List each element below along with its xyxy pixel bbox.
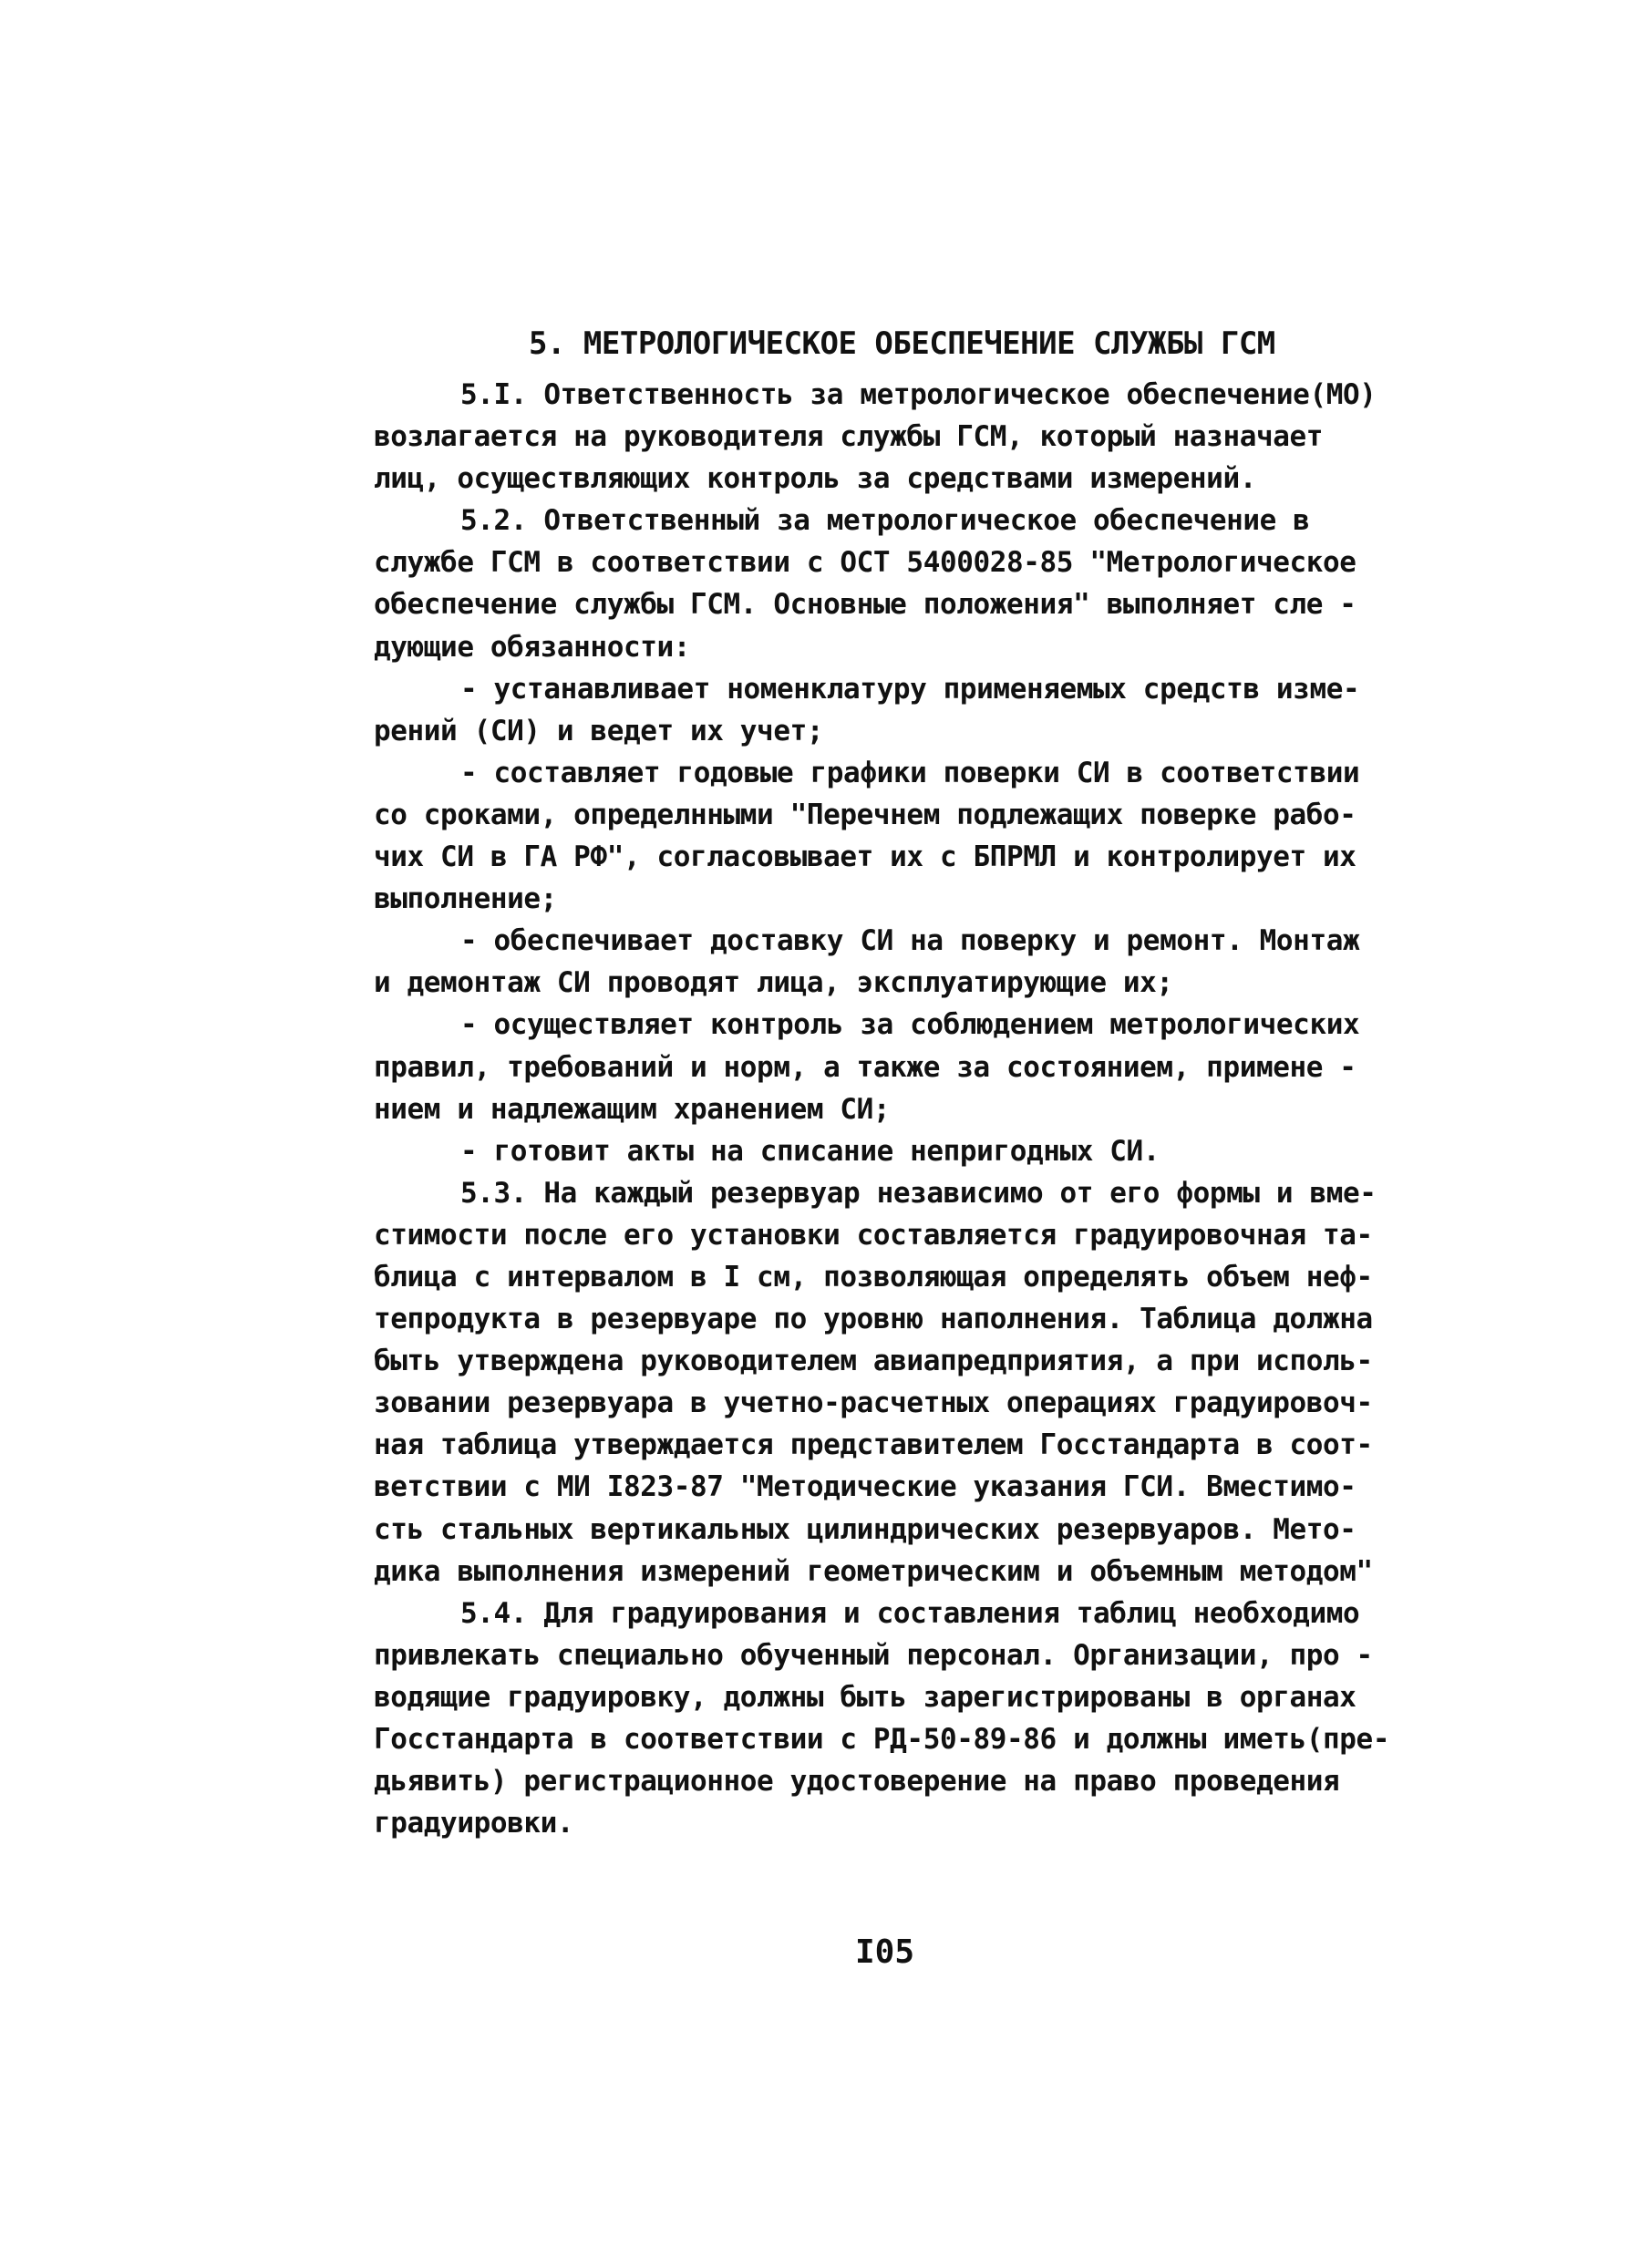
text-line: - готовит акты на списание непригодных СИ.: [460, 1134, 1160, 1168]
text-line: - обеспечивает доставку СИ на поверку и ремонт. Монтаж: [460, 924, 1360, 958]
text-line: быть утверждена руководителем авиапредприятия, а при исполь-: [374, 1345, 1373, 1378]
text-line: и демонтаж СИ проводят лица, эксплуатирующие их;: [374, 966, 1173, 1000]
text-line: обеспечение службы ГСМ. Основные положения" выполняет сле -: [374, 588, 1356, 622]
text-line: ная таблица утверждается представителем Госстандарта в соот-: [374, 1428, 1373, 1462]
text-line: 5.4. Для градуирования и составления таблиц необходимо: [460, 1596, 1360, 1630]
text-line: стимости после его установки составляется градуировочная та-: [374, 1218, 1373, 1252]
text-line: - устанавливает номенклатуру применяемых средств изме-: [460, 672, 1360, 706]
text-line: 5.I. Ответственность за метрологическое обеспечение(МО): [460, 378, 1377, 411]
text-line: градуировки.: [374, 1807, 574, 1840]
text-line: выполнение;: [374, 882, 557, 916]
text-line: нием и надлежащим хранением СИ;: [374, 1092, 891, 1126]
text-line: дьявить) регистрационное удостоверение на право проведения: [374, 1765, 1340, 1799]
text-line: со сроками, определнными "Перечнем подлежащих поверке рабо-: [374, 798, 1356, 831]
text-line: 5.3. На каждый резервуар независимо от его формы и вме-: [460, 1176, 1377, 1210]
text-line: Госстандарта в соответствии с РД-50-89-86 и должны иметь(пре-: [374, 1723, 1390, 1756]
section-heading: 5. МЕТРОЛОГИЧЕСКОЕ ОБЕСПЕЧЕНИЕ СЛУЖБЫ ГСМ: [529, 325, 1275, 362]
text-line: дующие обязанности:: [374, 630, 691, 664]
text-line: ветствии с МИ I823-87 "Методические указания ГСИ. Вместимо-: [374, 1470, 1356, 1504]
text-line: 5.2. Ответственный за метрологическое обеспечение в: [460, 504, 1310, 538]
text-line: тепродукта в резервуаре по уровню наполнения. Таблица должна: [374, 1303, 1373, 1336]
text-line: водящие градуировку, должны быть зарегистрированы в органах: [374, 1680, 1356, 1714]
text-line: блица с интервалом в I см, позволяющая определять объем неф-: [374, 1260, 1373, 1294]
text-line: сть стальных вертикальных цилиндрических резервуаров. Мето-: [374, 1512, 1356, 1546]
text-line: дика выполнения измерений геометрическим и объемным методом": [374, 1554, 1373, 1588]
text-line: рений (СИ) и ведет их учет;: [374, 714, 824, 747]
text-line: службе ГСМ в соответствии с ОСТ 5400028-85 "Метрологическое: [374, 546, 1356, 580]
text-line: правил, требований и норм, а также за состоянием, примене -: [374, 1050, 1356, 1084]
body-text: [374, 374, 1404, 1844]
page-number: I05: [855, 1933, 915, 1971]
text-line: возлагается на руководителя службы ГСМ, который назначает: [374, 420, 1324, 454]
text-line: - составляет годовые графики поверки СИ в соответствии: [460, 756, 1360, 789]
text-line: привлекать специально обученный персонал. Организации, про -: [374, 1638, 1373, 1672]
text-line: зовании резервуара в учетно-расчетных операциях градуировоч-: [374, 1387, 1373, 1420]
text-line: - осуществляет контроль за соблюдением метрологических: [460, 1008, 1360, 1042]
text-line: чих СИ в ГА РФ", согласовывает их с БПРМЛ и контролирует их: [374, 840, 1356, 874]
text-line: лиц, осуществляющих контроль за средствами измерений.: [374, 462, 1256, 496]
